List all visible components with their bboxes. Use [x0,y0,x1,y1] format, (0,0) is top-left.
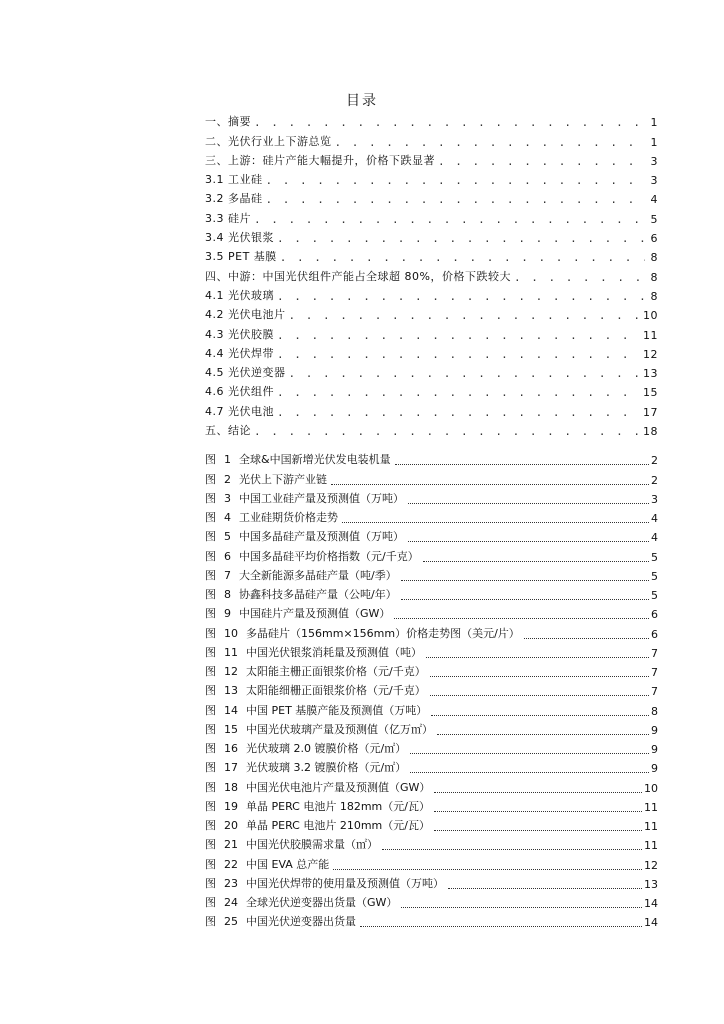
toc-entry[interactable] [205,226,658,245]
figure-entry[interactable] [205,448,658,467]
figure-number: 18 [224,780,238,794]
figure-caption: 单晶 PERC 电池片 210mm（元/瓦） [246,819,430,832]
figure-caption: 中国硅片产量及预测值（GW） [239,607,391,621]
figure-caption: 中国光伏焊带的使用量及预测值（万吨） [246,876,444,890]
figure-number: 6 [224,549,231,563]
dot-leader [430,689,649,696]
figure-caption: 多晶硅片（156mm×156mm）价格走势图（美元/片） [246,626,520,640]
figure-prefix: 图 [205,568,216,582]
figure-number: 20 [224,819,238,832]
figure-entry-text [205,875,444,891]
figure-entry-page: 7 [651,685,658,699]
toc-entry-label: 4.4 光伏焊带 [205,346,274,360]
toc-entry-label: 3.2 多晶硅 [205,192,263,206]
figure-entry[interactable] [205,852,658,871]
figure-number: 21 [224,838,238,852]
figure-entry[interactable] [205,679,658,698]
figure-entry-page: 7 [651,666,658,679]
figure-entry-text [205,509,338,525]
figure-entry-text [205,663,426,679]
figure-caption: 光伏上下游产业链 [239,472,327,486]
toc-entry-label: 4.5 光伏逆变器 [205,366,286,380]
dot-leader [434,786,642,793]
figure-entry-text [205,856,329,872]
toc-entry-page: 1 [650,116,658,130]
figure-entry-text [205,644,422,660]
figure-entry[interactable] [205,487,658,506]
figure-caption: 太阳能主栅正面银浆价格（元/千克） [246,665,426,678]
dot-leader [426,651,649,658]
dot-leader [401,593,649,600]
figure-number: 12 [224,665,238,678]
toc-entry-page: 8 [650,251,658,265]
toc-entry-page: 11 [643,328,658,342]
toc-entry[interactable] [205,303,658,322]
figure-caption: 中国光伏胶膜需求量（㎡） [246,838,378,852]
toc-entry[interactable] [205,129,658,148]
dot-leader [342,516,649,523]
figure-entry-text [205,894,397,910]
figure-number: 14 [224,703,238,717]
figure-number: 24 [224,896,238,909]
figure-caption: 中国多晶硅平均价格指数（元/千克） [239,549,419,563]
figure-prefix: 图 [205,472,216,486]
figure-caption: 太阳能细栅正面银浆价格（元/千克） [246,684,426,698]
figure-caption: 单晶 PERC 电池片 182mm（元/瓦） [246,799,430,813]
figure-caption: 中国光伏逆变器出货量 [246,915,356,929]
figure-prefix: 图 [205,819,216,832]
toc-entry-label: 四、中游：中国光伏组件产能占全球超 80%，价格下跌较大 [205,269,511,283]
dot-leader [431,709,649,716]
figure-list [205,448,658,929]
toc-entry-page: 12 [643,347,658,361]
dot-leader [277,348,640,361]
figure-entry-page: 3 [651,492,658,506]
dot-leader [438,155,645,168]
figure-number: 16 [224,742,238,755]
dot-leader [408,535,649,542]
figure-entry-page: 2 [651,473,658,487]
toc-entry-page: 18 [643,425,658,439]
figure-entry[interactable] [205,872,658,891]
figure-number: 5 [224,530,231,544]
figure-entry-text [205,836,378,852]
figure-entry[interactable] [205,737,658,756]
dot-leader [254,213,645,226]
toc-entry-label: 五、结论 [205,424,251,438]
figure-entry[interactable] [205,795,658,814]
figure-entry-text [205,548,419,564]
toc-entry[interactable] [205,361,658,380]
figure-entry[interactable] [205,814,658,833]
figure-entry-text [205,682,426,698]
dot-leader [277,290,645,303]
dot-leader [514,271,645,284]
toc-entry-label: 3.1 工业硅 [205,173,263,187]
figure-number: 22 [224,857,238,871]
toc-entry-label: 4.3 光伏胶膜 [205,327,274,341]
dot-leader [289,309,641,322]
toc-entry-page: 13 [643,367,658,381]
figure-entry-page: 11 [644,839,658,853]
toc-entry[interactable] [205,110,658,129]
dot-leader [401,574,649,581]
figure-entry[interactable] [205,641,658,660]
figure-number: 9 [224,607,231,621]
figure-entry-page: 9 [651,762,658,776]
toc-entry[interactable] [205,149,658,168]
toc-entry-label: 4.1 光伏玻璃 [205,288,274,302]
figure-number: 2 [224,472,231,486]
figure-entry[interactable] [205,544,658,563]
figure-entry-page: 12 [644,858,658,872]
figure-prefix: 图 [205,645,216,659]
figure-entry-text [205,798,430,814]
figure-entry[interactable] [205,564,658,583]
figure-caption: 大全新能源多晶硅产量（吨/季） [239,568,397,582]
figure-entry[interactable] [205,660,658,679]
figure-caption: 全球光伏逆变器出货量（GW） [246,896,398,909]
figure-prefix: 图 [205,511,216,524]
figure-entry[interactable] [205,506,658,525]
figure-number: 3 [224,491,231,505]
figure-caption: 光伏玻璃 3.2 镀膜价格（元/㎡） [246,761,407,775]
toc-entry[interactable] [205,342,658,361]
dot-leader [410,747,649,754]
figure-prefix: 图 [205,799,216,813]
figure-prefix: 图 [205,607,216,621]
figure-entry-page: 11 [644,800,658,814]
figure-entry[interactable] [205,602,658,621]
toc-entry[interactable] [205,380,658,399]
dot-leader [434,824,642,831]
dot-leader [395,458,649,465]
dot-leader [277,386,640,399]
figure-entry[interactable] [205,698,658,717]
figure-entry-page: 6 [651,608,658,622]
figure-caption: 中国光伏玻璃产量及预测值（亿万㎡） [246,722,433,736]
figure-entry[interactable] [205,583,658,602]
figure-prefix: 图 [205,530,216,544]
toc-entry[interactable] [205,322,658,341]
figure-number: 10 [224,626,238,640]
figure-entry-text [205,721,433,737]
dot-leader [360,920,642,927]
figure-entry-text [205,625,520,641]
toc-entry[interactable] [205,399,658,418]
figure-caption: 光伏玻璃 2.0 镀膜价格（元/㎡） [246,742,407,755]
figure-caption: 中国光伏电池片产量及预测值（GW） [246,780,431,794]
figure-entry-page: 11 [644,820,658,833]
dot-leader [280,251,645,264]
figure-prefix: 图 [205,453,216,467]
toc-entry-label: 3.5 PET 基膜 [205,250,277,264]
figure-prefix: 图 [205,742,216,755]
figure-entry-page: 4 [651,531,658,545]
dot-leader [277,329,640,342]
figure-entry-text [205,586,397,602]
figure-entry-page: 13 [644,877,658,891]
figure-entry-page: 14 [644,916,658,930]
figure-entry[interactable] [205,891,658,910]
dot-leader [266,174,646,187]
toc-entry-page: 10 [643,309,658,323]
figure-entry-page: 5 [651,569,658,583]
figure-caption: 全球&中国新增光伏发电装机量 [239,453,391,467]
dot-leader [430,670,649,677]
figure-caption: 中国多晶硅产量及预测值（万吨） [239,530,404,544]
dot-leader [401,901,642,908]
figure-entry[interactable] [205,756,658,775]
toc-entry[interactable] [205,168,658,187]
figure-prefix: 图 [205,896,216,909]
figure-entry-text [205,567,397,583]
figure-entry-page: 5 [651,589,658,602]
figure-number: 8 [224,588,231,601]
dot-leader [277,406,640,419]
figure-prefix: 图 [205,722,216,736]
figure-prefix: 图 [205,703,216,717]
toc-entry-label: 三、上游：硅片产能大幅提升，价格下跌显著 [205,153,435,167]
figure-prefix: 图 [205,761,216,775]
figure-number: 23 [224,876,238,890]
figure-number: 7 [224,568,231,582]
figure-entry-text [205,913,356,929]
figure-entry[interactable] [205,910,658,929]
toc-entry[interactable] [205,264,658,283]
toc-entry-page: 1 [650,135,658,149]
table-of-contents [205,110,658,438]
figure-number: 13 [224,684,238,698]
figure-entry-text [205,490,404,506]
figure-prefix: 图 [205,626,216,640]
dot-leader [448,882,642,889]
figure-entry[interactable] [205,833,658,852]
figure-number: 1 [224,453,231,467]
toc-entry-page: 5 [650,212,658,226]
toc-entry-label: 一、摘要 [205,115,251,129]
toc-entry-page: 6 [650,232,658,246]
figure-entry[interactable] [205,621,658,640]
figure-entry-text [205,451,391,467]
dot-leader [382,843,642,850]
figure-entry-page: 9 [651,723,658,737]
figure-entry-page: 2 [651,454,658,468]
dot-leader [331,478,649,485]
figure-number: 25 [224,915,238,929]
figure-entry[interactable] [205,718,658,737]
toc-entry-label: 4.2 光伏电池片 [205,308,286,322]
figure-entry-text [205,528,404,544]
figure-entry[interactable] [205,467,658,486]
dot-leader [254,116,645,129]
dot-leader [254,425,640,438]
dot-leader [408,497,649,504]
dot-leader [524,632,649,639]
toc-entry-label: 3.3 硅片 [205,211,251,225]
toc-entry-page: 8 [650,289,658,303]
figure-entry-text [205,740,406,756]
figure-entry-page: 9 [651,743,658,756]
figure-entry-page: 5 [651,550,658,564]
dot-leader [266,193,646,206]
figure-entry[interactable] [205,775,658,794]
figure-number: 19 [224,799,238,813]
dot-leader [335,136,646,149]
figure-number: 17 [224,761,238,775]
figure-caption: 协鑫科技多晶硅产量（公吨/年） [239,588,397,601]
figure-caption: 工业硅期货价格走势 [239,511,338,524]
figure-entry[interactable] [205,525,658,544]
toc-entry[interactable] [205,206,658,225]
figure-entry-page: 14 [644,897,658,910]
dot-leader [333,863,642,870]
toc-entry-page: 15 [643,386,658,400]
figure-prefix: 图 [205,549,216,563]
figure-entry-text [205,471,327,487]
figure-prefix: 图 [205,684,216,698]
figure-prefix: 图 [205,915,216,929]
figure-caption: 中国光伏银浆消耗量及预测值（吨） [246,645,422,659]
figure-number: 4 [224,511,231,524]
figure-entry-text [205,817,430,833]
dot-leader [434,805,642,812]
figure-caption: 中国 EVA 总产能 [246,857,330,871]
toc-entry-page: 4 [650,193,658,207]
figure-prefix: 图 [205,491,216,505]
figure-entry-page: 7 [651,646,658,660]
figure-entry-text [205,759,406,775]
dot-leader [277,232,645,245]
figure-caption: 中国 PET 基膜产能及预测值（万吨） [246,703,428,717]
dot-leader [394,612,649,619]
dot-leader [437,728,649,735]
toc-entry-label: 4.6 光伏组件 [205,385,274,399]
dot-leader [289,367,641,380]
toc-entry[interactable] [205,284,658,303]
figure-prefix: 图 [205,857,216,871]
toc-entry-page: 3 [650,174,658,188]
figure-entry-text [205,702,427,718]
figure-entry-page: 4 [651,512,658,525]
figure-number: 15 [224,722,238,736]
toc-entry[interactable] [205,187,658,206]
figure-entry-page: 10 [644,781,658,795]
toc-title: 目录 [346,93,378,109]
dot-leader [410,766,649,773]
toc-entry-page: 8 [650,270,658,284]
figure-prefix: 图 [205,780,216,794]
toc-entry-page: 3 [650,154,658,168]
toc-entry-label: 4.7 光伏电池 [205,404,274,418]
figure-caption: 中国工业硅产量及预测值（万吨） [239,491,404,505]
figure-prefix: 图 [205,876,216,890]
figure-prefix: 图 [205,838,216,852]
figure-entry-page: 8 [651,704,658,718]
figure-entry-text [205,779,430,795]
figure-prefix: 图 [205,665,216,678]
toc-entry[interactable] [205,419,658,438]
figure-prefix: 图 [205,588,216,601]
toc-entry[interactable] [205,245,658,264]
dot-leader [423,555,649,562]
toc-entry-label: 二、光伏行业上下游总览 [205,134,332,148]
toc-entry-label: 3.4 光伏银浆 [205,231,274,245]
toc-entry-page: 17 [643,405,658,419]
figure-entry-text [205,605,390,621]
figure-number: 11 [224,645,238,659]
figure-entry-page: 6 [651,627,658,641]
